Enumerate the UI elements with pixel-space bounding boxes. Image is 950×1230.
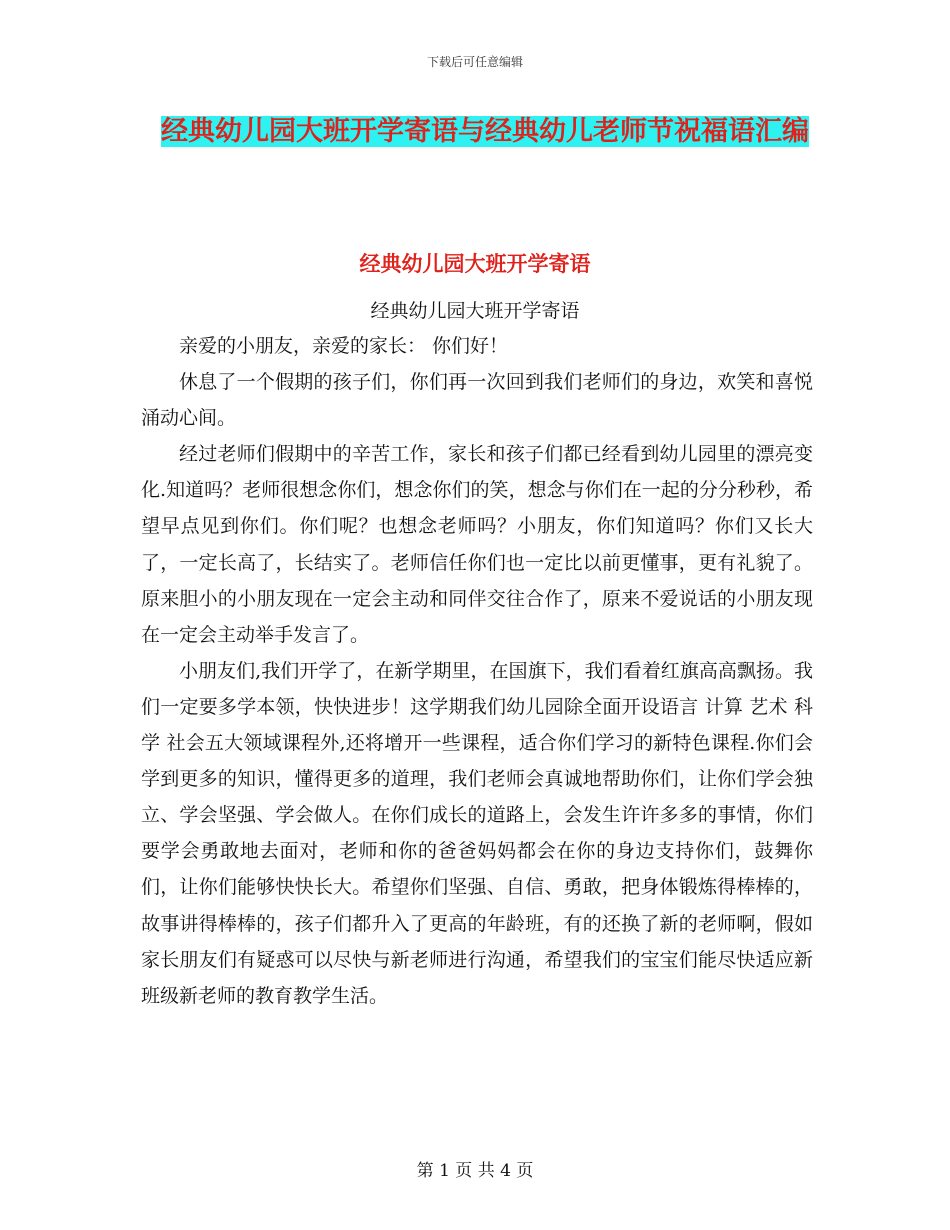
paragraph-changes: 经过老师们假期中的辛苦工作，家长和孩子们都已经看到幼儿园里的漂亮变化.知道吗？老师很想念你们，想念你们的笑，想念与你们在一起的分分秒秒，希望早点见到你们。你们呢？也想念老师吗？小朋友，你们知道吗？你们又长大了，一定长高了，长结实了。老师信任你们也一定比以前更懂事，更有礼貌了。原来胆小的小朋友现在一定会主动和同伴交往合作了，原来不爱说话的小朋友现在一定会主动举手发言了。 [141, 443, 813, 646]
section-title: 经典幼儿园大班开学寄语 [359, 252, 591, 276]
sub-title: 经典幼儿园大班开学寄语 [370, 300, 580, 322]
page-number: 第 1 页 共 4 页 [416, 1161, 534, 1181]
paragraph-new-term: 小朋友们,我们开学了，在新学期里，在国旗下，我们看着红旗高高飘扬。我们一定要多学本领，快快进步！这学期我们幼儿园除全面开设语言 计算 艺术 科学 社会五大领域课程外,还将增开一些课程，适合你们学习的新特色课程.你们会学到更多的知识，懂得更多的道理，我们老师会真诚地帮助你们，让你们学会独立、学会坚强、学会做人。在你们成长的道路上，会发生许许多多的事情，你们要学会勇敢地去面对，老师和你的爸爸妈妈都会在你的身边支持你们，鼓舞你们，让你们能够快快长大。希望你们坚强、自信、勇敢，把身体锻炼得棒棒的，故事讲得棒棒的，孩子们都升入了更高的年龄班，有的还换了新的老师啊，假如家长朋友们有疑惑可以尽快与新老师进行沟通，希望我们的宝宝们能尽快适应新班级新老师的教育教学生活。 [141, 659, 813, 1007]
paragraph-return: 休息了一个假期的孩子们，你们再一次回到我们老师们的身边，欢笑和喜悦涌动心间。 [141, 371, 813, 430]
document-title-text: 经典幼儿园大班开学寄语与经典幼儿老师节祝福语汇编 [161, 116, 809, 147]
header-note: 下载后可任意编辑 [426, 55, 523, 69]
document-title [140, 108, 830, 156]
paragraph-greeting: 亲爱的小朋友，亲爱的家长： 你们好！ [179, 335, 509, 357]
body-text [141, 328, 813, 1014]
